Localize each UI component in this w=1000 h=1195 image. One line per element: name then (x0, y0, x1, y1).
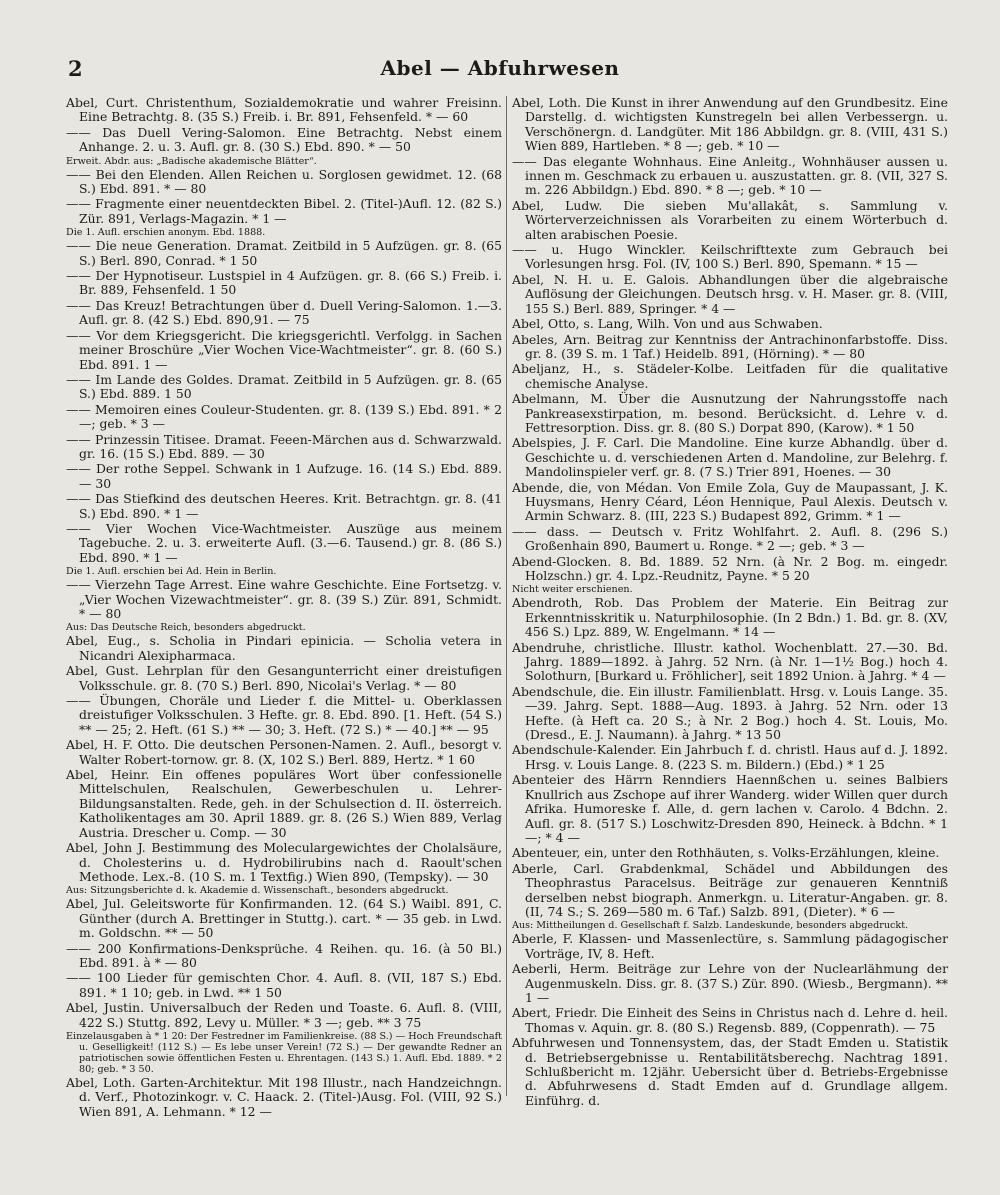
bibliography-entry: Abel, Jul. Geleitsworte für Konfirmanden. 12. (64 S.) Waibl. 891, C. Günther (durch A. Brettinger in Stuttg.). cart. * — 35 geb. in Lwd. m. Goldschn. ** — 50 (66, 896, 502, 941)
bibliography-entry: —— u. Hugo Winckler. Keilschrifttexte zum Gebrauch bei Vorlesungen hrsg. Fol. (IV, 100 S.) Berl. 890, Spemann. * 15 — (512, 242, 948, 272)
bibliography-entry: Abenteier des Härrn Renndiers Haennßchen u. seines Balbiers Knullrich aus Zschope auf ihrer Wanderg. wider Willen quer durch Afrika. Humoreske f. Alle, d. gern lachen v. Carolo. 4 Bdchn. 2. Aufl. gr. 8. (517 S.) Loschwitz-Dresden 890, Heineck. à Bdchn. * 1 —; * 4 — (512, 772, 948, 845)
entry-note: Erweit. Abdr. aus: „Badische akademische Blätter“. (66, 155, 317, 167)
bibliography-entry: —— Das elegante Wohnhaus. Eine Anleitg., Wohnhäuser aussen u. innen m. Geschmack zu erbauen u. auszustatten. gr. 8. (VII, 327 S. m. 226 Abbildgn.) Ebd. 890. * 8 —; geb. * 10 — (512, 153, 948, 198)
bibliography-entry: Abel, Heinr. Ein offenes populäres Wort über confessionelle Mittelschulen, Realschulen, Gewerbeschulen u. Lehrer-Bildungsanstalten. Rede, geh. in der Schulsection d. II. österreich. Katholikentages am 30. April 1889. gr. 8. (26 S.) Wien 889, Verlag Austria. Drescher u. Comp. — 30 (66, 767, 502, 840)
bibliography-entry: Abert, Friedr. Die Einheit des Seins in Christus nach d. Lehre d. heil. Thomas v. Aquin. gr. 8. (80 S.) Regensb. 889, (Coppenrath). — 75 (512, 1005, 948, 1035)
entry-note: Aus: Mittheilungen d. Gesellschaft f. Salzb. Landeskunde, besonders abgedruckt. (512, 920, 909, 932)
bibliography-entry: Aeberli, Herm. Beiträge zur Lehre von der Nuclearlähmung der Augenmuskeln. Diss. gr. 8. (37 S.) Zür. 890. (Wiesb., Bergmann). ** 1 — (512, 961, 948, 1005)
bibliography-entry: —— 100 Lieder für gemischten Chor. 4. Aufl. 8. (VII, 187 S.) Ebd. 891. * 1 10; geb. in Lwd. ** 1 50 (66, 970, 502, 1000)
right-column (512, 95, 948, 1108)
bibliography-entry: —— Bei den Elenden. Allen Reichen u. Sorglosen gewidmet. 12. (68 S.) Ebd. 891. * — 80 (66, 166, 502, 197)
bibliography-entry: Abend-Glocken. 8. Bd. 1889. 52 Nrn. (à Nr. 2 Bog. m. eingedr. Holzschn.) gr. 4. Lpz.-Reudnitz, Payne. * 5 20 (512, 553, 948, 583)
entry-note: Aus: Das Deutsche Reich, besonders abgedruckt. (66, 622, 306, 634)
bibliography-entry: Abendruhe, christliche. Illustr. kathol. Wochenblatt. 27.—30. Bd. Jahrg. 1889—1892. à Jahrg. 52 Nrn. (à Nr. 1—1½ Bog.) hoch 4. Solothurn, [Burkard u. Fröhlicher], seit 1892 Union. à Jahrg. * 4 — (512, 639, 948, 684)
entry-note: Nicht weiter erschienen. (512, 584, 633, 596)
entry-note: Die 1. Aufl. erschien bei Ad. Hein in Berlin. (66, 566, 277, 578)
bibliography-entry: —— Vor dem Kriegsgericht. Die kriegsgerichtl. Verfolgg. in Sachen meiner Broschüre „Vier Wochen Vice-Wachtmeister“. gr. 8. (60 S.) Ebd. 891. 1 — (66, 327, 502, 372)
bibliography-entry: Abel, N. H. u. E. Galois. Abhandlungen über die algebraische Auflösung der Gleichungen. Deutsch hrsg. v. H. Maser. gr. 8. (VIII, 155 S.) Berl. 889, Springer. * 4 — (512, 271, 948, 316)
bibliography-entry: Abendschule-Kalender. Ein Jahrbuch f. d. christl. Haus auf d. J. 1892. Hrsg. v. Louis Lange. 8. (223 S. m. Bildern.) (Ebd.) * 1 25 (512, 742, 948, 772)
bibliography-entry: Abel, Curt. Christenthum, Sozialdemokratie und wahrer Freisinn. Eine Betrachtg. 8. (35 S.) Freib. i. Br. 891, Fehsenfeld. * — 60 (66, 95, 502, 125)
bibliography-entry: —— Vier Wochen Vice-Wachtmeister. Auszüge aus meinem Tagebuche. 2. u. 3. erweiterte Aufl. (3.—6. Tausend.) gr. 8. (86 S.) Ebd. 890. * 1 — (66, 520, 502, 565)
bibliography-entry: Abel, Eug., s. Scholia in Pindari epinicia. — Scholia vetera in Nicandri Alexipharmaca. (66, 633, 502, 663)
bibliography-entry: Abfuhrwesen und Tonnensystem, das, der Stadt Emden u. Statistik d. Betriebsergebnisse u. Rentabilitätsberechg. Nachtrag 1891. Schlußbericht m. 12jähr. Uebersicht über d. Betriebs-Ergebnisse d. Abfuhrwesens d. Stadt Emden auf d. Grundlage allgem. Einführg. d. (512, 1035, 948, 1108)
bibliography-entry: —— Das Duell Vering-Salomon. Eine Betrachtg. Nebst einem Anhange. 2. u. 3. Aufl. gr. 8. (30 S.) Ebd. 890. * — 50 (66, 124, 502, 155)
bibliography-entry: —— Übungen, Choräle und Lieder f. die Mittel- u. Oberklassen dreistufiger Volksschulen. 3 Hefte. gr. 8. Ebd. 890. [1. Heft. (54 S.) ** — 25; 2. Heft. (61 S.) ** — 30; 3. Heft. (72 S.) * — 40.] ** — 95 (66, 693, 502, 737)
bibliography-entry: Abelmann, M. Über die Ausnutzung der Nahrungsstoffe nach Pankreasexstirpation, m. besond. Berücksicht. d. Lehre v. d. Fettresorption. Diss. gr. 8. (80 S.) Dorpat 890, (Karow). * 1 50 (512, 391, 948, 435)
bibliography-entry: Abel, Loth. Die Kunst in ihrer Anwendung auf den Grundbesitz. Eine Darstellg. d. wichtigsten Kunstregeln bei allen Verbessergn. u. Verschönergn. d. Landgüter. Mit 186 Abbildgn. gr. 8. (VIII, 431 S.) Wien 889, Hartleben. * 8 —; geb. * 10 — (512, 95, 948, 154)
bibliography-entry: Abeles, Arn. Beitrag zur Kenntniss der Antrachinonfarbstoffe. Diss. gr. 8. (39 S. m. 1 Taf.) Heidelb. 891, (Hörning). * — 80 (512, 331, 948, 361)
bibliography-entry: —— Prinzessin Titisee. Dramat. Feeen-Märchen aus d. Schwarzwald. gr. 16. (15 S.) Ebd. 889. — 30 (66, 431, 502, 461)
bibliography-entry: —— Das Kreuz! Betrachtungen über d. Duell Vering-Salomon. 1.—3. Aufl. gr. 8. (42 S.) Ebd. 890,91. — 75 (66, 297, 502, 328)
bibliography-entry: Abelspies, J. F. Carl. Die Mandoline. Eine kurze Abhandlg. über d. Geschichte u. d. verschiedenen Arten d. Mandoline, zur Belehrg. f. Mandolinspieler verf. gr. 8. (7 S.) Trier 891, Hoenes. — 30 (512, 435, 948, 480)
bibliography-entry: —— dass. — Deutsch v. Fritz Wohlfahrt. 2. Aufl. 8. (296 S.) Großenhain 890, Baumert u. Ronge. * 2 —; geb. * 3 — (512, 523, 948, 554)
left-column (66, 95, 502, 1119)
bibliography-entry: Abendroth, Rob. Das Problem der Materie. Ein Beitrag zur Erkenntnisskritik u. Naturphilosophie. (In 2 Bdn.) 1. Bd. gr. 8. (XV, 456 S.) Lpz. 889, W. Engelmann. * 14 — (512, 595, 948, 640)
bibliography-entry: Abel, Gust. Lehrplan für den Gesangunterricht einer dreistufigen Volksschule. gr. 8. (70 S.) Berl. 890, Nicolai's Verlag. * — 80 (66, 663, 502, 693)
bibliography-entry: Abel, Loth. Garten-Architektur. Mit 198 Illustr., nach Handzeichngn. d. Verf., Photozinkogr. v. C. Haack. 2. (Titel-)Ausg. Fol. (VIII, 92 S.) Wien 891, A. Lehmann. * 12 — (66, 1074, 502, 1119)
bibliography-entry: Abel, Otto, s. Lang, Wilh. Von und aus Schwaben. (512, 316, 823, 332)
bibliography-entry: —— Fragmente einer neuentdeckten Bibel. 2. (Titel-)Aufl. 12. (82 S.) Zür. 891, Verlags-Magazin. * 1 — (66, 196, 502, 226)
bibliography-entry: —— 200 Konfirmations-Denksprüche. 4 Reihen. qu. 16. (à 50 Bl.) Ebd. 891. à * — 80 (66, 940, 502, 970)
bibliography-entry: —— Die neue Generation. Dramat. Zeitbild in 5 Aufzügen. gr. 8. (65 S.) Berl. 890, Conrad. * 1 50 (66, 238, 502, 268)
bibliography-entry: —— Memoiren eines Couleur-Studenten. gr. 8. (139 S.) Ebd. 891. * 2 —; geb. * 3 — (66, 401, 502, 432)
entry-note: Einzelausgaben à * 1 20: Der Festredner im Familienkreise. (88 S.) — Hoch Freundschaft u. Geselligkeit! (112 S.) — Es lebe unser Verein! (72 S.) — Der gewandte Redner an patriotischen sowie öffentlichen Festen u. Ehrentagen. (143 S.) 1. Aufl. Ebd. 1889. * 2 80; geb. * 3 50. (66, 1030, 502, 1075)
page-number: 2 (68, 56, 83, 81)
bibliography-entry: Abeljanz, H., s. Städeler-Kolbe. Leitfaden für die qualitative chemische Analyse. (512, 361, 948, 391)
bibliography-entry: Abel, John J. Bestimmung des Moleculargewichtes der Cholalsäure, d. Cholesterins u. d. Hydrobilirubins nach d. Raoult'schen Methode. Lex.-8. (10 S. m. 1 Textfig.) Wien 890, (Tempsky). — 30 (66, 840, 502, 884)
bibliography-entry: —— Vierzehn Tage Arrest. Eine wahre Geschichte. Eine Fortsetzg. v. „Vier Wochen Vizewachtmeister“. gr. 8. (39 S.) Zür. 891, Schmidt. * — 80 (66, 577, 502, 621)
column-divider (506, 96, 507, 1096)
entry-note: Die 1. Aufl. erschien anonym. Ebd. 1888. (66, 227, 266, 239)
page-header (66, 56, 934, 88)
bibliography-entry: Abendschule, die. Ein illustr. Familienblatt. Hrsg. v. Louis Lange. 35.—39. Jahrg. Sept. 1888—Aug. 1893. à Jahrg. 52 Nrn. oder 13 Hefte. (à Heft ca. 20 S.; à Nr. 2 Bog.) hoch 4. St. Louis, Mo. (Dresd., E. J. Naumann). à Jahrg. * 13 50 (512, 683, 948, 743)
running-head: Abel — Abfuhrwesen (380, 56, 620, 80)
bibliography-entry: —— Der rothe Seppel. Schwank in 1 Aufzuge. 16. (14 S.) Ebd. 889. — 30 (66, 461, 502, 491)
bibliography-entry: Abel, H. F. Otto. Die deutschen Personen-Namen. 2. Aufl., besorgt v. Walter Robert-tornow. gr. 8. (X, 102 S.) Berl. 889, Hertz. * 1 60 (66, 737, 502, 767)
bibliography-entry: Aberle, F. Klassen- und Massenlectüre, s. Sammlung pädagogischer Vorträge, IV, 8. Heft. (512, 931, 948, 961)
bibliography-entry: Aberle, Carl. Grabdenkmal, Schädel und Abbildungen des Theophrastus Paracelsus. Beiträge zur genaueren Kenntniß derselben nebst biograph. Anmerkgn. u. Literatur-Angaben. gr. 8. (II, 74 S.; S. 269—580 m. 6 Taf.) Salzb. 891, (Dieter). * 6 — (512, 860, 948, 919)
bibliography-entry: —— Das Stiefkind des deutschen Heeres. Krit. Betrachtgn. gr. 8. (41 S.) Ebd. 890. * 1 — (66, 491, 502, 521)
bibliography-entry: Abel, Justin. Universalbuch der Reden und Toaste. 6. Aufl. 8. (VIII, 422 S.) Stuttg. 892, Levy u. Müller. * 3 —; geb. ** 3 75 (66, 1000, 502, 1030)
bibliography-entry: Abel, Ludw. Die sieben Mu'allakât, s. Sammlung v. Wörterverzeichnissen als Vorarbeiten zu einem Wörterbuch d. alten arabischen Poesie. (512, 197, 948, 242)
bibliography-entry: Abende, die, von Médan. Von Emile Zola, Guy de Maupassant, J. K. Huysmans, Henry Céard, Léon Hennique, Paul Alexis. Deutsch v. Armin Schwarz. 8. (III, 223 S.) Budapest 892, Grimm. * 1 — (512, 479, 948, 524)
bibliography-entry: Abenteuer, ein, unter den Rothhäuten, s. Volks-Erzählungen, kleine. (512, 845, 940, 861)
bibliography-entry: —— Der Hypnotiseur. Lustspiel in 4 Aufzügen. gr. 8. (66 S.) Freib. i. Br. 889, Fehsenfeld. 1 50 (66, 268, 502, 298)
entry-note: Aus: Sitzungsberichte d. k. Akademie d. Wissenschaft., besonders abgedruckt. (66, 885, 449, 897)
bibliography-entry: —— Im Lande des Goldes. Dramat. Zeitbild in 5 Aufzügen. gr. 8. (65 S.) Ebd. 889. 1 50 (66, 371, 502, 402)
